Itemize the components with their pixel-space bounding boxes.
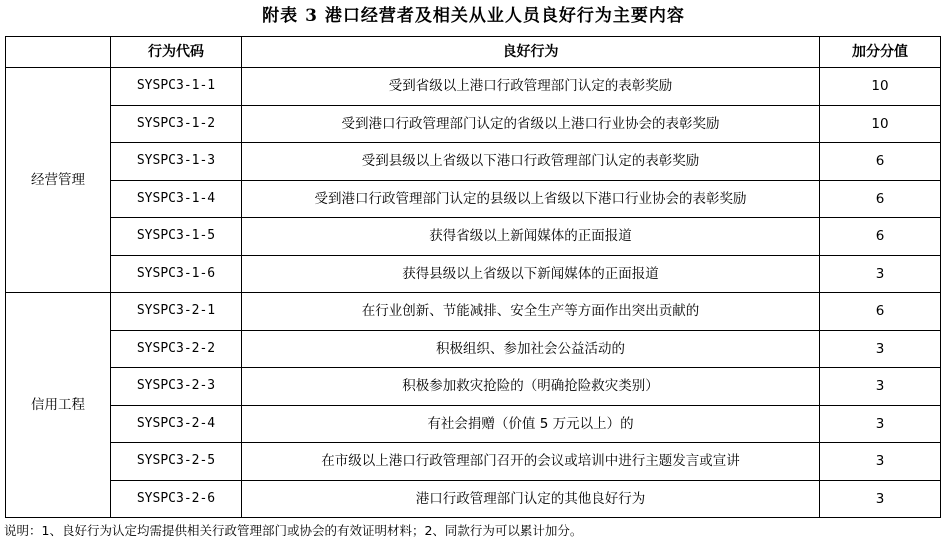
table-row	[6, 143, 941, 181]
table-header-row	[6, 37, 941, 68]
table-row	[6, 480, 941, 518]
behavior-cell: 受到省级以上港口行政管理部门认定的表彰奖励	[242, 68, 820, 106]
behavior-cell: 在市级以上港口行政管理部门召开的会议或培训中进行主题发言或宣讲	[242, 443, 820, 481]
points-cell: 6	[820, 218, 941, 256]
behavior-cell: 获得省级以上新闻媒体的正面报道	[242, 218, 820, 256]
points-cell: 3	[820, 330, 941, 368]
behavior-cell: 受到港口行政管理部门认定的县级以上省级以下港口行业协会的表彰奖励	[242, 180, 820, 218]
behavior-cell: 港口行政管理部门认定的其他良好行为	[242, 480, 820, 518]
table-row	[6, 218, 941, 256]
table-row	[6, 255, 941, 293]
points-cell: 3	[820, 255, 941, 293]
header-points: 加分分值	[820, 37, 941, 68]
behavior-cell: 在行业创新、节能减排、安全生产等方面作出突出贡献的	[242, 293, 820, 331]
points-cell: 6	[820, 293, 941, 331]
header-code: 行为代码	[111, 37, 242, 68]
table-row	[6, 180, 941, 218]
table-row	[6, 368, 941, 406]
code-cell: SYSPC3-2-1	[111, 293, 242, 331]
table-row	[6, 293, 941, 331]
code-cell: SYSPC3-2-6	[111, 480, 242, 518]
behavior-cell: 受到港口行政管理部门认定的省级以上港口行业协会的表彰奖励	[242, 105, 820, 143]
table-note: 说明：1、良好行为认定均需提供相关行政管理部门或协会的有效证明材料；2、同款行为可以累计加分。	[4, 523, 583, 538]
code-cell: SYSPC3-1-5	[111, 218, 242, 256]
behavior-cell: 有社会捐赠（价值 5 万元以上）的	[242, 405, 820, 443]
behavior-cell: 受到县级以上省级以下港口行政管理部门认定的表彰奖励	[242, 143, 820, 181]
behavior-cell: 获得县级以上省级以下新闻媒体的正面报道	[242, 255, 820, 293]
code-cell: SYSPC3-2-4	[111, 405, 242, 443]
points-cell: 10	[820, 68, 941, 106]
table-title: 附表 3 港口经营者及相关从业人员良好行为主要内容	[262, 6, 685, 26]
good-behavior-table	[5, 36, 941, 518]
code-cell: SYSPC3-1-3	[111, 143, 242, 181]
behavior-cell: 积极组织、参加社会公益活动的	[242, 330, 820, 368]
header-behavior: 良好行为	[242, 37, 820, 68]
category-cell: 信用工程	[6, 293, 111, 518]
points-cell: 3	[820, 443, 941, 481]
table-row	[6, 68, 941, 106]
table-row	[6, 330, 941, 368]
code-cell: SYSPC3-2-3	[111, 368, 242, 406]
code-cell: SYSPC3-1-4	[111, 180, 242, 218]
points-cell: 6	[820, 180, 941, 218]
table-row	[6, 405, 941, 443]
points-cell: 3	[820, 368, 941, 406]
points-cell: 3	[820, 405, 941, 443]
code-cell: SYSPC3-2-5	[111, 443, 242, 481]
code-cell: SYSPC3-2-2	[111, 330, 242, 368]
category-cell: 经营管理	[6, 68, 111, 293]
points-cell: 10	[820, 105, 941, 143]
header-category	[6, 37, 111, 68]
code-cell: SYSPC3-1-6	[111, 255, 242, 293]
table-row	[6, 105, 941, 143]
code-cell: SYSPC3-1-1	[111, 68, 242, 106]
points-cell: 6	[820, 143, 941, 181]
table-row	[6, 443, 941, 481]
code-cell: SYSPC3-1-2	[111, 105, 242, 143]
points-cell: 3	[820, 480, 941, 518]
behavior-cell: 积极参加救灾抢险的（明确抢险救灾类别）	[242, 368, 820, 406]
